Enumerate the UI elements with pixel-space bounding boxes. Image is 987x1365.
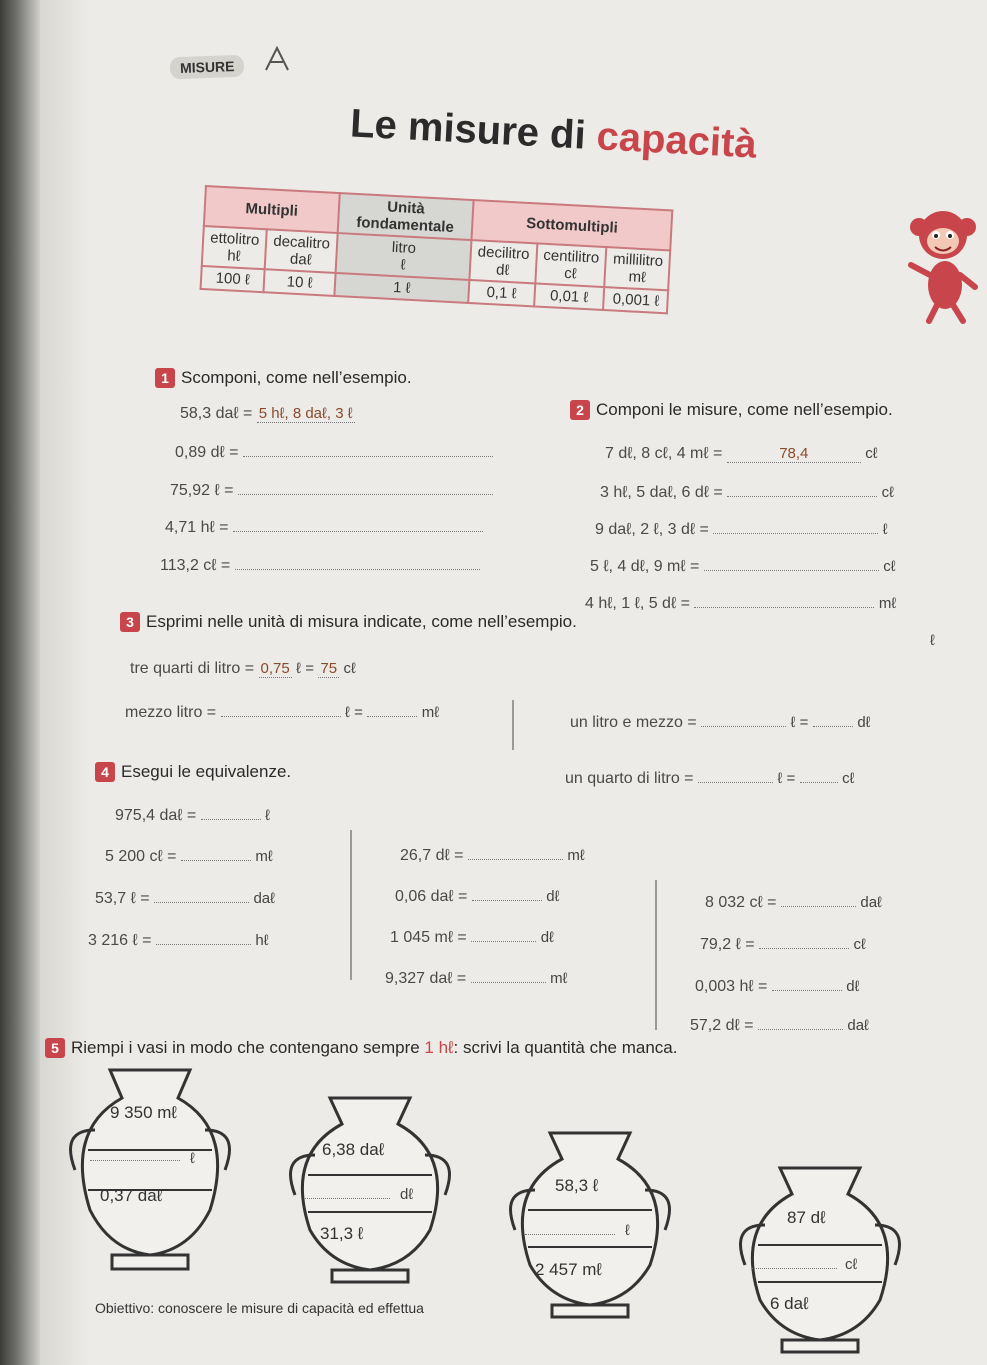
vase-3-unit: ℓ (625, 1222, 630, 1239)
header-fundamental: Unità fondamentale (338, 193, 474, 240)
ex4-item-lhs: 1 045 mℓ = (390, 929, 467, 946)
answer-field[interactable] (243, 442, 493, 457)
column-divider (350, 830, 352, 980)
ex3-example-unit2: cℓ (343, 660, 356, 677)
ex1-instruction (155, 368, 412, 388)
ex1-item (160, 555, 480, 575)
ex4-instruction-text: Esegui le equivalenze. (121, 762, 292, 781)
answer-field[interactable] (221, 702, 341, 717)
unit-symbol: cℓ (563, 264, 577, 283)
ex3-right-item (570, 712, 871, 732)
unit-name (535, 243, 607, 287)
ex4-item-unit: dℓ (540, 929, 554, 946)
unit-value: 1 ℓ (334, 273, 469, 303)
answer-field[interactable] (233, 517, 483, 532)
ex1-example (180, 405, 355, 423)
ex4-item-lhs: 5 200 cℓ = (105, 848, 177, 865)
ex3-item-lhs: mezzo litro = (125, 704, 217, 721)
ex1-number: 1 (155, 368, 175, 388)
ex2-item (605, 445, 878, 463)
unit-name-text: decilitro (477, 243, 530, 264)
ex4-item-unit: hℓ (255, 932, 269, 949)
unit-value: 0,1 ℓ (468, 280, 535, 306)
ex4-item (395, 886, 559, 906)
ex4-item-lhs: 975,4 daℓ = (115, 807, 197, 824)
vase-1-unit: ℓ (190, 1150, 195, 1167)
ex4-item-lhs: 8 032 cℓ = (705, 894, 777, 911)
ex2-item-unit: mℓ (878, 595, 897, 612)
section-tag: MISURE (170, 55, 245, 80)
ex5-instruction-highlight: 1 hℓ (424, 1038, 454, 1057)
vase-3-bottom-value: 2 457 mℓ (535, 1260, 602, 1279)
unit-name (202, 226, 267, 269)
ex5-number: 5 (45, 1038, 65, 1058)
ex4-item-lhs: 57,2 dℓ = (690, 1017, 754, 1034)
answer-field[interactable] (694, 593, 874, 608)
vase-3-top-value: 58,3 ℓ (555, 1176, 599, 1195)
ex2-item-lhs: 7 dℓ, 8 cℓ, 4 mℓ = (605, 445, 723, 462)
unit-name-text: litro (391, 238, 417, 258)
ex3-item-unit: dℓ (857, 714, 871, 731)
ex4-item (95, 888, 275, 908)
answer-field[interactable] (468, 845, 563, 860)
ex4-item-unit: mℓ (550, 970, 568, 987)
unit-name (335, 233, 471, 280)
ex2-item-lhs: 5 ℓ, 4 dℓ, 9 mℓ = (590, 558, 700, 575)
unit-name (605, 247, 671, 290)
unit-symbol: mℓ (628, 268, 647, 287)
ex2-item (590, 556, 896, 576)
vase-1-answer-field[interactable] (90, 1150, 180, 1161)
ex2-instruction (570, 400, 893, 420)
header-submultiples: Sottomultipli (471, 200, 672, 250)
ex3-instruction (120, 612, 577, 632)
ex2-extra-unit: ℓ (930, 632, 935, 649)
unit-name-text: millilitro (612, 250, 664, 271)
ex3-item-lhs: un quarto di litro = (565, 770, 694, 787)
unit-name (265, 229, 338, 273)
ex2-instruction-text: Componi le misure, come nell’esempio. (596, 400, 893, 419)
units-table (200, 185, 674, 314)
vase-1-bottom-value: 0,37 daℓ (100, 1186, 163, 1205)
ex2-item-unit: ℓ (882, 521, 888, 538)
ex4-item-lhs: 53,7 ℓ = (95, 890, 150, 907)
ex1-item-lhs: 0,89 dℓ = (175, 444, 239, 461)
vase-2-answer-field[interactable] (305, 1188, 390, 1199)
vase-2-top-value: 6,38 daℓ (322, 1140, 385, 1159)
ex2-item-lhs: 4 hℓ, 1 ℓ, 5 dℓ = (585, 595, 690, 612)
ex2-item-lhs: 3 hℓ, 5 daℓ, 6 dℓ = (600, 484, 723, 501)
answer-field[interactable] (727, 482, 877, 497)
ex4-item-lhs: 79,2 ℓ = (700, 936, 755, 953)
ex5-instruction (45, 1038, 678, 1058)
ex2-item (585, 593, 896, 613)
unit-name-text: ettolitro (209, 229, 260, 249)
page-title (349, 101, 758, 167)
ex1-item-lhs: 75,92 ℓ = (170, 482, 234, 499)
ex4-item (690, 1015, 869, 1035)
answer-field[interactable] (238, 480, 493, 495)
ex1-item-lhs: 4,71 hℓ = (165, 519, 229, 536)
answer-field[interactable] (758, 1015, 843, 1030)
unit-value: 100 ℓ (201, 266, 265, 292)
ex1-instruction-text: Scomponi, come nell’esempio. (181, 368, 412, 387)
ex3-example-answer1: 0,75 (260, 660, 290, 677)
ex4-item-lhs: 3 216 ℓ = (88, 932, 152, 949)
vase-4-top-value: 87 dℓ (787, 1208, 826, 1227)
ex3-item-unit: ℓ = (790, 714, 809, 731)
ex4-item-lhs: 0,06 daℓ = (395, 888, 468, 905)
ex3-example-answer2: 75 (320, 660, 338, 677)
ex1-example-answer: 5 hℓ, 8 daℓ, 3 ℓ (258, 405, 353, 422)
answer-field[interactable] (471, 968, 546, 983)
ex4-item-lhs: 26,7 dℓ = (400, 847, 464, 864)
ex3-item-lhs: un litro e mezzo = (570, 714, 697, 731)
ex3-example (130, 660, 356, 678)
monkey-mascot-icon (905, 205, 980, 325)
ex3-example-lhs: tre quarti di litro = (130, 660, 255, 677)
ex4-item-unit: daℓ (253, 890, 275, 907)
vase-2-bottom-value: 31,3 ℓ (320, 1224, 364, 1243)
ex3-item-unit: mℓ (421, 704, 440, 721)
unit-name-text: decalitro (272, 232, 331, 253)
unit-symbol: daℓ (289, 250, 312, 269)
ex5-instruction-text-end: : scrivi la quantità che manca. (453, 1038, 678, 1057)
ex1-item (165, 517, 483, 537)
ex4-item-unit: mℓ (567, 847, 585, 864)
vase-1-top-value: 9 350 mℓ (110, 1103, 177, 1122)
unit-value: 0,01 ℓ (534, 283, 605, 310)
ex3-right-item (565, 768, 854, 788)
answer-field[interactable] (698, 768, 773, 783)
ex2-item-unit: cℓ (883, 558, 896, 575)
vase-4-bottom-value: 6 daℓ (770, 1294, 809, 1313)
ex4-item-unit: mℓ (255, 848, 273, 865)
unit-name (469, 240, 537, 283)
answer-field[interactable] (759, 934, 849, 949)
ex3-number: 3 (120, 612, 140, 632)
ex2-example-answer: 78,4 (727, 445, 861, 463)
column-divider (512, 700, 514, 750)
ex1-item (175, 442, 493, 462)
ruler-compass-icon (262, 44, 292, 74)
ex4-item (115, 805, 270, 825)
ex2-item-unit: cℓ (881, 484, 894, 501)
vase-1-icon (50, 1060, 250, 1280)
ex3-example-unit1: ℓ = (296, 660, 314, 677)
unit-symbol: ℓ (400, 256, 406, 274)
answer-field[interactable] (772, 976, 842, 991)
unit-symbol: dℓ (495, 261, 510, 280)
ex4-item (700, 934, 866, 954)
answer-field[interactable] (181, 846, 251, 861)
answer-field[interactable] (471, 927, 536, 942)
answer-field[interactable] (201, 805, 261, 820)
unit-symbol: hℓ (226, 247, 241, 265)
ex4-item (385, 968, 568, 988)
ex4-item-unit: daℓ (860, 894, 882, 911)
answer-field[interactable] (813, 712, 853, 727)
ex1-item (170, 480, 493, 500)
ex3-item-unit: cℓ (842, 770, 855, 787)
ex4-item-unit: dℓ (546, 888, 560, 905)
ex4-item (695, 976, 859, 996)
footer-objective: Obiettivo: conoscere le misure di capacità ed effettua (95, 1300, 424, 1316)
vase-2-unit: dℓ (400, 1186, 414, 1203)
ex4-item-lhs: 9,327 daℓ = (385, 970, 467, 987)
ex4-item-lhs: 0,003 hℓ = (695, 978, 768, 995)
ex3-item-unit: ℓ = (777, 770, 796, 787)
answer-field[interactable] (704, 556, 879, 571)
answer-field[interactable] (154, 888, 249, 903)
ex2-number: 2 (570, 400, 590, 420)
ex2-item-unit: cℓ (865, 445, 878, 462)
ex4-item (705, 892, 882, 912)
answer-field[interactable] (156, 930, 251, 945)
answer-field[interactable] (713, 519, 878, 534)
book-spine (0, 0, 40, 1365)
ex4-item (400, 845, 585, 865)
ex4-item-unit: daℓ (847, 1017, 869, 1034)
ex2-item-lhs: 9 daℓ, 2 ℓ, 3 dℓ = (595, 521, 709, 538)
vase-3-answer-field[interactable] (525, 1224, 615, 1235)
ex2-item (595, 519, 888, 539)
ex3-item-unit: ℓ = (345, 704, 363, 721)
ex4-number: 4 (95, 762, 115, 782)
answer-field[interactable] (235, 555, 480, 570)
ex5-instruction-text: Riempi i vasi in modo che contengano sempre (71, 1038, 425, 1057)
ex3-instruction-text: Esprimi nelle unità di misura indicate, come nell’esempio. (146, 612, 577, 631)
ex4-item-unit: dℓ (846, 978, 860, 995)
ex1-item-lhs: 113,2 cℓ = (160, 557, 231, 574)
vase-4-answer-field[interactable] (752, 1258, 837, 1269)
vase-4-unit: cℓ (845, 1256, 858, 1273)
answer-field[interactable] (701, 712, 786, 727)
unit-value: 10 ℓ (264, 269, 336, 296)
answer-field[interactable] (781, 892, 856, 907)
ex4-instruction (95, 762, 291, 782)
answer-field[interactable] (472, 886, 542, 901)
ex2-item (600, 482, 894, 502)
answer-field[interactable] (800, 768, 838, 783)
ex4-item-unit: ℓ (265, 807, 271, 824)
ex4-item (390, 927, 554, 947)
ex3-left-item (125, 702, 439, 722)
title-accent-text: capacità (595, 114, 758, 167)
ex4-item (105, 846, 273, 866)
ex4-item (88, 930, 269, 950)
unit-name-text: centilitro (542, 246, 600, 267)
unit-value: 0,001 ℓ (603, 287, 668, 313)
column-divider (655, 880, 657, 1030)
answer-field[interactable] (367, 702, 417, 717)
ex1-example-lhs: 58,3 daℓ = (180, 405, 253, 422)
header-multiples: Multipli (204, 186, 340, 233)
title-text: Le misure di (349, 101, 598, 159)
ex4-item-unit: cℓ (853, 936, 866, 953)
